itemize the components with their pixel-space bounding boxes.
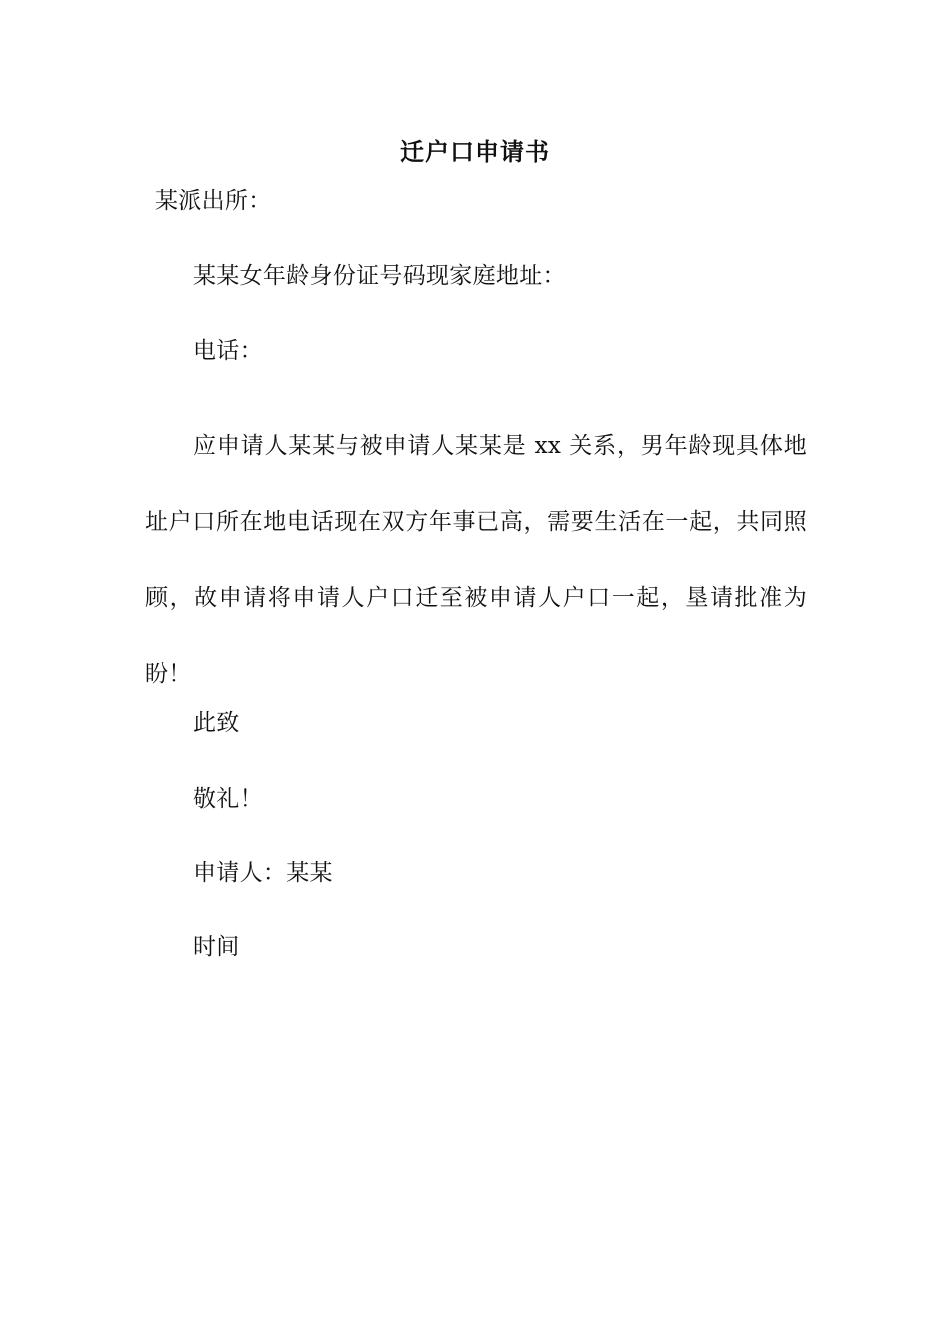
applicant-signature: 申请人：某某 bbox=[193, 860, 333, 886]
body-paragraph: 应申请人某某与被申请人某某是 xx 关系，男年龄现具体地址户口所在地电话现在双方年事已高，需要生活在一起，共同照顾，故申请将申请人户口迁至被申请人户口一起，垦请批准为盼！ bbox=[145, 433, 807, 687]
phone-line: 电话： bbox=[193, 338, 263, 364]
closing-respect: 敬礼！ bbox=[193, 786, 263, 812]
addressee: 某派出所： bbox=[155, 188, 272, 214]
applicant-info-line: 某某女年龄身份证号码现家庭地址： bbox=[193, 263, 566, 289]
date-line: 时间 bbox=[193, 934, 240, 960]
closing-salutation: 此致 bbox=[193, 710, 240, 736]
document-title: 迁户口申请书 bbox=[400, 137, 550, 166]
